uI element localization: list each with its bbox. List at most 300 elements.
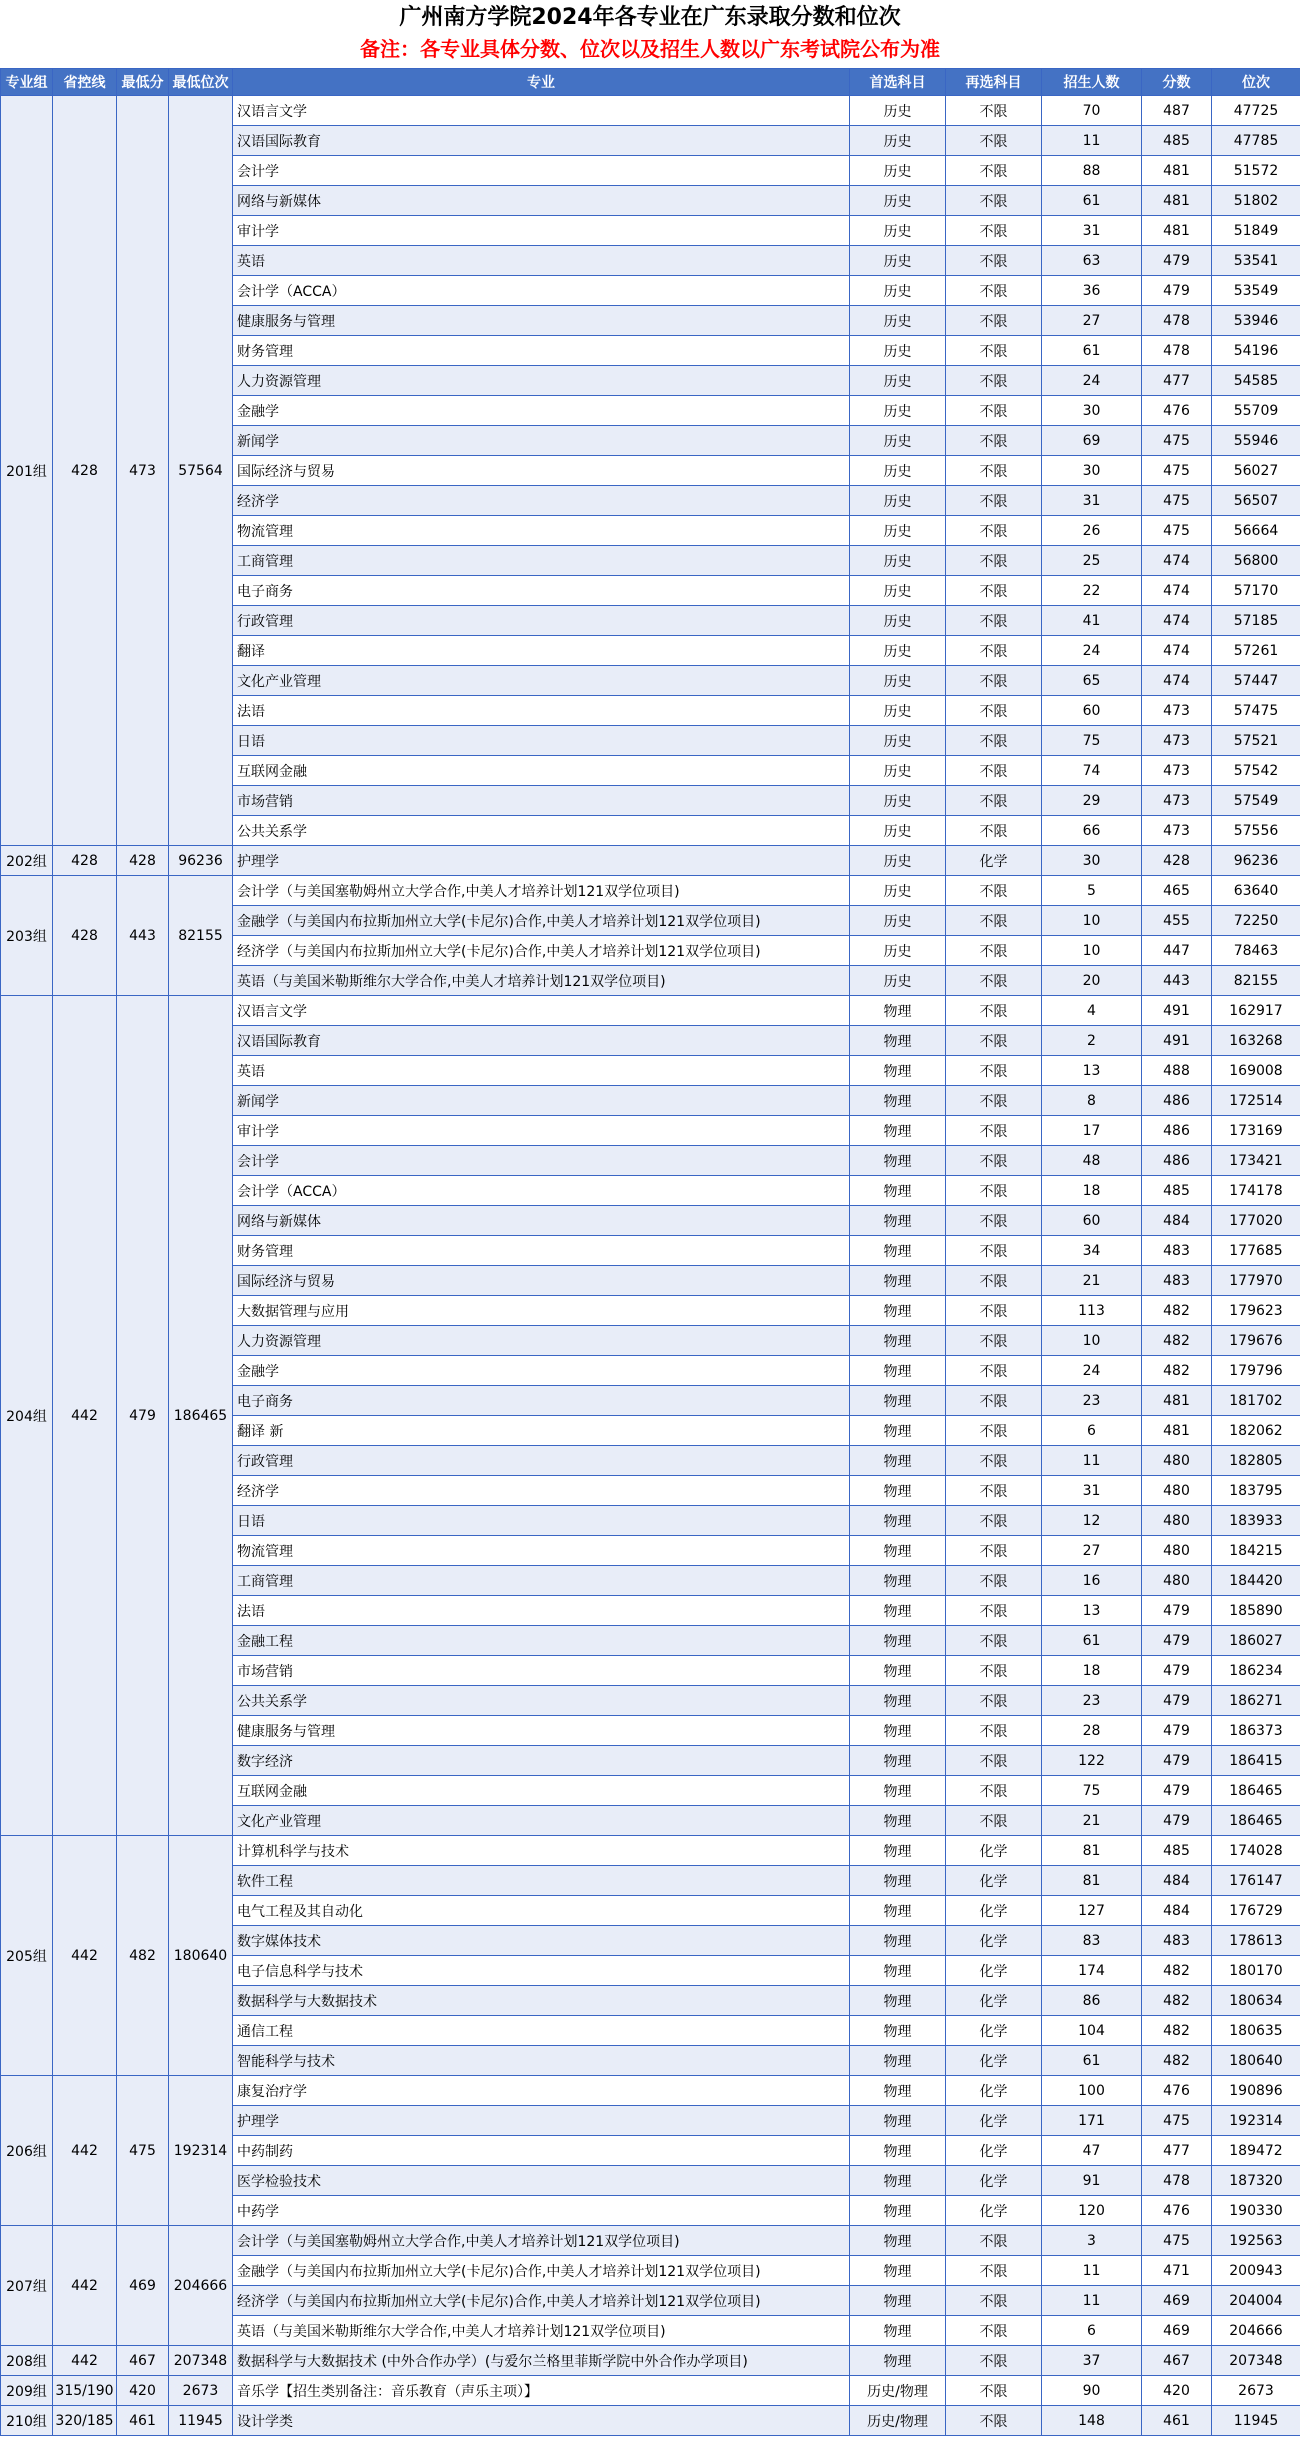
second-subject-cell: 化学 [946,2076,1042,2106]
first-subject-cell: 历史 [850,336,946,366]
score-cell: 491 [1142,996,1212,1026]
score-cell: 475 [1142,516,1212,546]
first-subject-cell: 物理 [850,1956,946,1986]
rank-cell: 173169 [1212,1116,1300,1146]
rank-cell: 57447 [1212,666,1300,696]
group-name-cell: 202组 [1,846,53,876]
first-subject-cell: 物理 [850,1026,946,1056]
rank-cell: 174028 [1212,1836,1300,1866]
score-cell: 480 [1142,1536,1212,1566]
first-subject-cell: 历史 [850,156,946,186]
rank-cell: 57185 [1212,606,1300,636]
major-cell: 中药制药 [233,2136,850,2166]
first-subject-cell: 物理 [850,2286,946,2316]
first-subject-cell: 历史 [850,726,946,756]
major-cell: 财务管理 [233,1236,850,1266]
second-subject-cell: 化学 [946,1866,1042,1896]
control-line-cell: 428 [53,96,117,846]
rank-cell: 184215 [1212,1536,1300,1566]
rank-cell: 47725 [1212,96,1300,126]
page-title: 广州南方学院2024年各专业在广东录取分数和位次 [399,5,901,30]
enrollment-cell: 24 [1042,636,1142,666]
rank-cell: 182062 [1212,1416,1300,1446]
rank-cell: 176729 [1212,1896,1300,1926]
table-row [1,2346,1300,2376]
enrollment-cell: 30 [1042,456,1142,486]
enrollment-cell: 20 [1042,966,1142,996]
min-rank-cell: 11945 [169,2406,233,2436]
score-cell: 473 [1142,816,1212,846]
table-row [1,2406,1300,2436]
score-cell: 482 [1142,1956,1212,1986]
col-header-control-line: 省控线 [53,69,117,96]
first-subject-cell: 物理 [850,1116,946,1146]
second-subject-cell: 不限 [946,456,1042,486]
score-cell: 481 [1142,186,1212,216]
second-subject-cell: 化学 [946,2166,1042,2196]
enrollment-cell: 61 [1042,2046,1142,2076]
enrollment-cell: 61 [1042,336,1142,366]
major-cell: 物流管理 [233,516,850,546]
table-row [1,96,1300,126]
second-subject-cell: 不限 [946,1026,1042,1056]
major-cell: 软件工程 [233,1866,850,1896]
rank-cell: 204004 [1212,2286,1300,2316]
first-subject-cell: 物理 [850,1866,946,1896]
first-subject-cell: 物理 [850,2106,946,2136]
second-subject-cell: 不限 [946,936,1042,966]
table-body [1,96,1300,2436]
score-cell: 480 [1142,1446,1212,1476]
rank-cell: 186271 [1212,1686,1300,1716]
enrollment-cell: 148 [1042,2406,1142,2436]
rank-cell: 200943 [1212,2256,1300,2286]
major-cell: 会计学 [233,156,850,186]
first-subject-cell: 物理 [850,1476,946,1506]
major-cell: 经济学 [233,1476,850,1506]
major-cell: 通信工程 [233,2016,850,2046]
major-cell: 网络与新媒体 [233,186,850,216]
score-cell: 475 [1142,486,1212,516]
control-line-cell: 442 [53,2226,117,2346]
major-cell: 会计学 [233,1146,850,1176]
first-subject-cell: 物理 [850,1806,946,1836]
major-cell: 新闻学 [233,426,850,456]
major-cell: 电气工程及其自动化 [233,1896,850,1926]
rank-cell: 162917 [1212,996,1300,1026]
major-cell: 英语（与美国米勒斯维尔大学合作,中美人才培养计划121双学位项目) [233,966,850,996]
major-cell: 文化产业管理 [233,1806,850,1836]
enrollment-cell: 30 [1042,846,1142,876]
rank-cell: 179676 [1212,1326,1300,1356]
first-subject-cell: 历史 [850,606,946,636]
min-score-cell: 479 [117,996,169,1836]
first-subject-cell: 历史 [850,516,946,546]
second-subject-cell: 不限 [946,516,1042,546]
major-cell: 电子商务 [233,576,850,606]
second-subject-cell: 不限 [946,1686,1042,1716]
enrollment-cell: 69 [1042,426,1142,456]
major-cell: 会计学（ACCA） [233,1176,850,1206]
major-cell: 医学检验技术 [233,2166,850,2196]
score-cell: 481 [1142,216,1212,246]
first-subject-cell: 物理 [850,2256,946,2286]
score-cell: 428 [1142,846,1212,876]
col-header-first-subject: 首选科目 [850,69,946,96]
second-subject-cell: 不限 [946,906,1042,936]
major-cell: 数字媒体技术 [233,1926,850,1956]
major-cell: 护理学 [233,846,850,876]
score-cell: 485 [1142,1836,1212,1866]
enrollment-cell: 10 [1042,1326,1142,1356]
rank-cell: 51802 [1212,186,1300,216]
score-cell: 479 [1142,1626,1212,1656]
score-cell: 475 [1142,2226,1212,2256]
enrollment-cell: 24 [1042,366,1142,396]
first-subject-cell: 历史 [850,426,946,456]
enrollment-cell: 47 [1042,2136,1142,2166]
second-subject-cell: 不限 [946,1446,1042,1476]
col-header-rank: 位次 [1212,69,1300,96]
major-cell: 新闻学 [233,1086,850,1116]
min-rank-cell: 204666 [169,2226,233,2346]
first-subject-cell: 历史 [850,306,946,336]
control-line-cell: 442 [53,2076,117,2226]
enrollment-cell: 27 [1042,306,1142,336]
first-subject-cell: 历史 [850,936,946,966]
rank-cell: 181702 [1212,1386,1300,1416]
col-header-group: 专业组 [1,69,53,96]
rank-cell: 51572 [1212,156,1300,186]
major-cell: 会计学（ACCA） [233,276,850,306]
rank-cell: 2673 [1212,2376,1300,2406]
major-cell: 金融工程 [233,1626,850,1656]
major-cell: 英语 [233,246,850,276]
rank-cell: 53541 [1212,246,1300,276]
first-subject-cell: 物理 [850,1386,946,1416]
enrollment-cell: 74 [1042,756,1142,786]
major-cell: 金融学（与美国内布拉斯加州立大学(卡尼尔)合作,中美人才培养计划121双学位项目) [233,2256,850,2286]
major-cell: 市场营销 [233,786,850,816]
control-line-cell: 428 [53,846,117,876]
enrollment-cell: 41 [1042,606,1142,636]
second-subject-cell: 不限 [946,1776,1042,1806]
enrollment-cell: 11 [1042,2286,1142,2316]
score-cell: 486 [1142,1116,1212,1146]
score-cell: 475 [1142,426,1212,456]
first-subject-cell: 物理 [850,1716,946,1746]
rank-cell: 57542 [1212,756,1300,786]
score-cell: 491 [1142,1026,1212,1056]
first-subject-cell: 历史 [850,246,946,276]
rank-cell: 57521 [1212,726,1300,756]
rank-cell: 82155 [1212,966,1300,996]
second-subject-cell: 不限 [946,1206,1042,1236]
enrollment-cell: 28 [1042,1716,1142,1746]
rank-cell: 190896 [1212,2076,1300,2106]
control-line-cell: 320/185 [53,2406,117,2436]
rank-cell: 177020 [1212,1206,1300,1236]
score-cell: 482 [1142,1356,1212,1386]
major-cell: 金融学 [233,1356,850,1386]
rank-cell: 56800 [1212,546,1300,576]
major-cell: 汉语言文学 [233,996,850,1026]
second-subject-cell: 不限 [946,1266,1042,1296]
first-subject-cell: 历史 [850,816,946,846]
second-subject-cell: 不限 [946,2226,1042,2256]
second-subject-cell: 不限 [946,576,1042,606]
second-subject-cell: 不限 [946,1596,1042,1626]
second-subject-cell: 不限 [946,1536,1042,1566]
rank-cell: 179796 [1212,1356,1300,1386]
first-subject-cell: 物理 [850,996,946,1026]
rank-cell: 180634 [1212,1986,1300,2016]
rank-cell: 183795 [1212,1476,1300,1506]
enrollment-cell: 11 [1042,1446,1142,1476]
score-cell: 474 [1142,606,1212,636]
score-cell: 480 [1142,1476,1212,1506]
major-cell: 康复治疗学 [233,2076,850,2106]
first-subject-cell: 物理 [850,1776,946,1806]
score-cell: 455 [1142,906,1212,936]
enrollment-cell: 25 [1042,546,1142,576]
second-subject-cell: 不限 [946,1506,1042,1536]
min-rank-cell: 180640 [169,1836,233,2076]
rank-cell: 56664 [1212,516,1300,546]
second-subject-cell: 不限 [946,486,1042,516]
enrollment-cell: 88 [1042,156,1142,186]
rank-cell: 186027 [1212,1626,1300,1656]
page-note: 备注：各专业具体分数、位次以及招生人数以广东考试院公布为准 [360,37,940,61]
score-cell: 476 [1142,2076,1212,2106]
second-subject-cell: 不限 [946,786,1042,816]
rank-cell: 63640 [1212,876,1300,906]
first-subject-cell: 历史 [850,456,946,486]
enrollment-cell: 70 [1042,96,1142,126]
major-cell: 金融学 [233,396,850,426]
control-line-cell: 442 [53,996,117,1836]
second-subject-cell: 化学 [946,2136,1042,2166]
first-subject-cell: 物理 [850,1356,946,1386]
table-row [1,1836,1300,1866]
second-subject-cell: 不限 [946,1476,1042,1506]
rank-cell: 56027 [1212,456,1300,486]
second-subject-cell: 不限 [946,2376,1042,2406]
major-cell: 审计学 [233,1116,850,1146]
score-cell: 485 [1142,126,1212,156]
first-subject-cell: 历史 [850,486,946,516]
first-subject-cell: 物理 [850,1746,946,1776]
enrollment-cell: 60 [1042,696,1142,726]
enrollment-cell: 174 [1042,1956,1142,1986]
first-subject-cell: 物理 [850,2016,946,2046]
rank-cell: 180635 [1212,2016,1300,2046]
first-subject-cell: 历史 [850,756,946,786]
second-subject-cell: 不限 [946,1656,1042,1686]
enrollment-cell: 21 [1042,1806,1142,1836]
rank-cell: 177970 [1212,1266,1300,1296]
enrollment-cell: 17 [1042,1116,1142,1146]
rank-cell: 72250 [1212,906,1300,936]
major-cell: 人力资源管理 [233,366,850,396]
second-subject-cell: 不限 [946,756,1042,786]
score-cell: 469 [1142,2316,1212,2346]
rank-cell: 172514 [1212,1086,1300,1116]
score-cell: 479 [1142,246,1212,276]
major-cell: 互联网金融 [233,756,850,786]
enrollment-cell: 90 [1042,2376,1142,2406]
major-cell: 健康服务与管理 [233,1716,850,1746]
score-cell: 474 [1142,546,1212,576]
first-subject-cell: 历史 [850,126,946,156]
control-line-cell: 442 [53,1836,117,2076]
group-name-cell: 209组 [1,2376,53,2406]
control-line-cell: 442 [53,2346,117,2376]
score-cell: 479 [1142,1596,1212,1626]
major-cell: 金融学（与美国内布拉斯加州立大学(卡尼尔)合作,中美人才培养计划121双学位项目) [233,906,850,936]
enrollment-cell: 27 [1042,1536,1142,1566]
enrollment-cell: 31 [1042,1476,1142,1506]
second-subject-cell: 不限 [946,1296,1042,1326]
group-name-cell: 210组 [1,2406,53,2436]
score-cell: 480 [1142,1506,1212,1536]
rank-cell: 57549 [1212,786,1300,816]
major-cell: 翻译 新 [233,1416,850,1446]
enrollment-cell: 22 [1042,576,1142,606]
enrollment-cell: 30 [1042,396,1142,426]
first-subject-cell: 物理 [850,2316,946,2346]
rank-cell: 54196 [1212,336,1300,366]
second-subject-cell: 不限 [946,666,1042,696]
first-subject-cell: 物理 [850,1536,946,1566]
second-subject-cell: 不限 [946,96,1042,126]
enrollment-cell: 83 [1042,1926,1142,1956]
first-subject-cell: 物理 [850,1836,946,1866]
score-cell: 473 [1142,726,1212,756]
min-rank-cell: 192314 [169,2076,233,2226]
score-cell: 487 [1142,96,1212,126]
major-cell: 经济学（与美国内布拉斯加州立大学(卡尼尔)合作,中美人才培养计划121双学位项目) [233,936,850,966]
enrollment-cell: 11 [1042,2256,1142,2286]
first-subject-cell: 物理 [850,1296,946,1326]
enrollment-cell: 29 [1042,786,1142,816]
enrollment-cell: 8 [1042,1086,1142,1116]
second-subject-cell: 不限 [946,2346,1042,2376]
major-cell: 工商管理 [233,1566,850,1596]
score-cell: 482 [1142,1296,1212,1326]
second-subject-cell: 不限 [946,366,1042,396]
first-subject-cell: 物理 [850,1146,946,1176]
rank-cell: 57170 [1212,576,1300,606]
score-cell: 482 [1142,1986,1212,2016]
score-cell: 486 [1142,1086,1212,1116]
rank-cell: 186415 [1212,1746,1300,1776]
second-subject-cell: 不限 [946,126,1042,156]
enrollment-cell: 113 [1042,1296,1142,1326]
col-header-min-score: 最低分 [117,69,169,96]
major-cell: 英语 [233,1056,850,1086]
score-cell: 479 [1142,276,1212,306]
table-row [1,876,1300,906]
major-cell: 法语 [233,1596,850,1626]
rank-cell: 53946 [1212,306,1300,336]
score-cell: 482 [1142,2016,1212,2046]
rank-cell: 53549 [1212,276,1300,306]
second-subject-cell: 化学 [946,2106,1042,2136]
rank-cell: 187320 [1212,2166,1300,2196]
score-cell: 447 [1142,936,1212,966]
score-cell: 483 [1142,1236,1212,1266]
score-cell: 461 [1142,2406,1212,2436]
score-cell: 478 [1142,306,1212,336]
enrollment-cell: 104 [1042,2016,1142,2046]
major-cell: 计算机科学与技术 [233,1836,850,1866]
score-cell: 485 [1142,1176,1212,1206]
major-cell: 电子信息科学与技术 [233,1956,850,1986]
rank-cell: 78463 [1212,936,1300,966]
score-cell: 481 [1142,156,1212,186]
min-rank-cell: 207348 [169,2346,233,2376]
first-subject-cell: 物理 [850,2166,946,2196]
rank-cell: 182805 [1212,1446,1300,1476]
rank-cell: 186234 [1212,1656,1300,1686]
first-subject-cell: 物理 [850,2346,946,2376]
major-cell: 数据科学与大数据技术 (中外合作办学）(与爱尔兰格里菲斯学院中外合作办学项目) [233,2346,850,2376]
rank-cell: 173421 [1212,1146,1300,1176]
col-header-enrollment: 招生人数 [1042,69,1142,96]
table-header-row [1,69,1300,96]
major-cell: 经济学（与美国内布拉斯加州立大学(卡尼尔)合作,中美人才培养计划121双学位项目) [233,2286,850,2316]
score-cell: 471 [1142,2256,1212,2286]
score-cell: 465 [1142,876,1212,906]
second-subject-cell: 不限 [946,2256,1042,2286]
first-subject-cell: 物理 [850,1176,946,1206]
score-cell: 480 [1142,1566,1212,1596]
group-name-cell: 204组 [1,996,53,1836]
col-header-major: 专业 [233,69,850,96]
major-cell: 智能科学与技术 [233,2046,850,2076]
rank-cell: 176147 [1212,1866,1300,1896]
min-score-cell: 469 [117,2226,169,2346]
major-cell: 公共关系学 [233,816,850,846]
first-subject-cell: 物理 [850,1896,946,1926]
enrollment-cell: 60 [1042,1206,1142,1236]
enrollment-cell: 66 [1042,816,1142,846]
enrollment-cell: 13 [1042,1596,1142,1626]
second-subject-cell: 化学 [946,1986,1042,2016]
table-row [1,2376,1300,2406]
second-subject-cell: 不限 [946,1326,1042,1356]
first-subject-cell: 历史 [850,396,946,426]
second-subject-cell: 化学 [946,1956,1042,1986]
first-subject-cell: 历史 [850,696,946,726]
major-cell: 日语 [233,1506,850,1536]
score-cell: 479 [1142,1716,1212,1746]
enrollment-cell: 31 [1042,216,1142,246]
major-cell: 审计学 [233,216,850,246]
enrollment-cell: 11 [1042,126,1142,156]
group-name-cell: 201组 [1,96,53,846]
first-subject-cell: 历史 [850,876,946,906]
second-subject-cell: 不限 [946,1086,1042,1116]
major-cell: 汉语国际教育 [233,1026,850,1056]
group-name-cell: 205组 [1,1836,53,2076]
second-subject-cell: 不限 [946,2406,1042,2436]
min-rank-cell: 57564 [169,96,233,846]
major-cell: 公共关系学 [233,1686,850,1716]
rank-cell: 178613 [1212,1926,1300,1956]
rank-cell: 204666 [1212,2316,1300,2346]
